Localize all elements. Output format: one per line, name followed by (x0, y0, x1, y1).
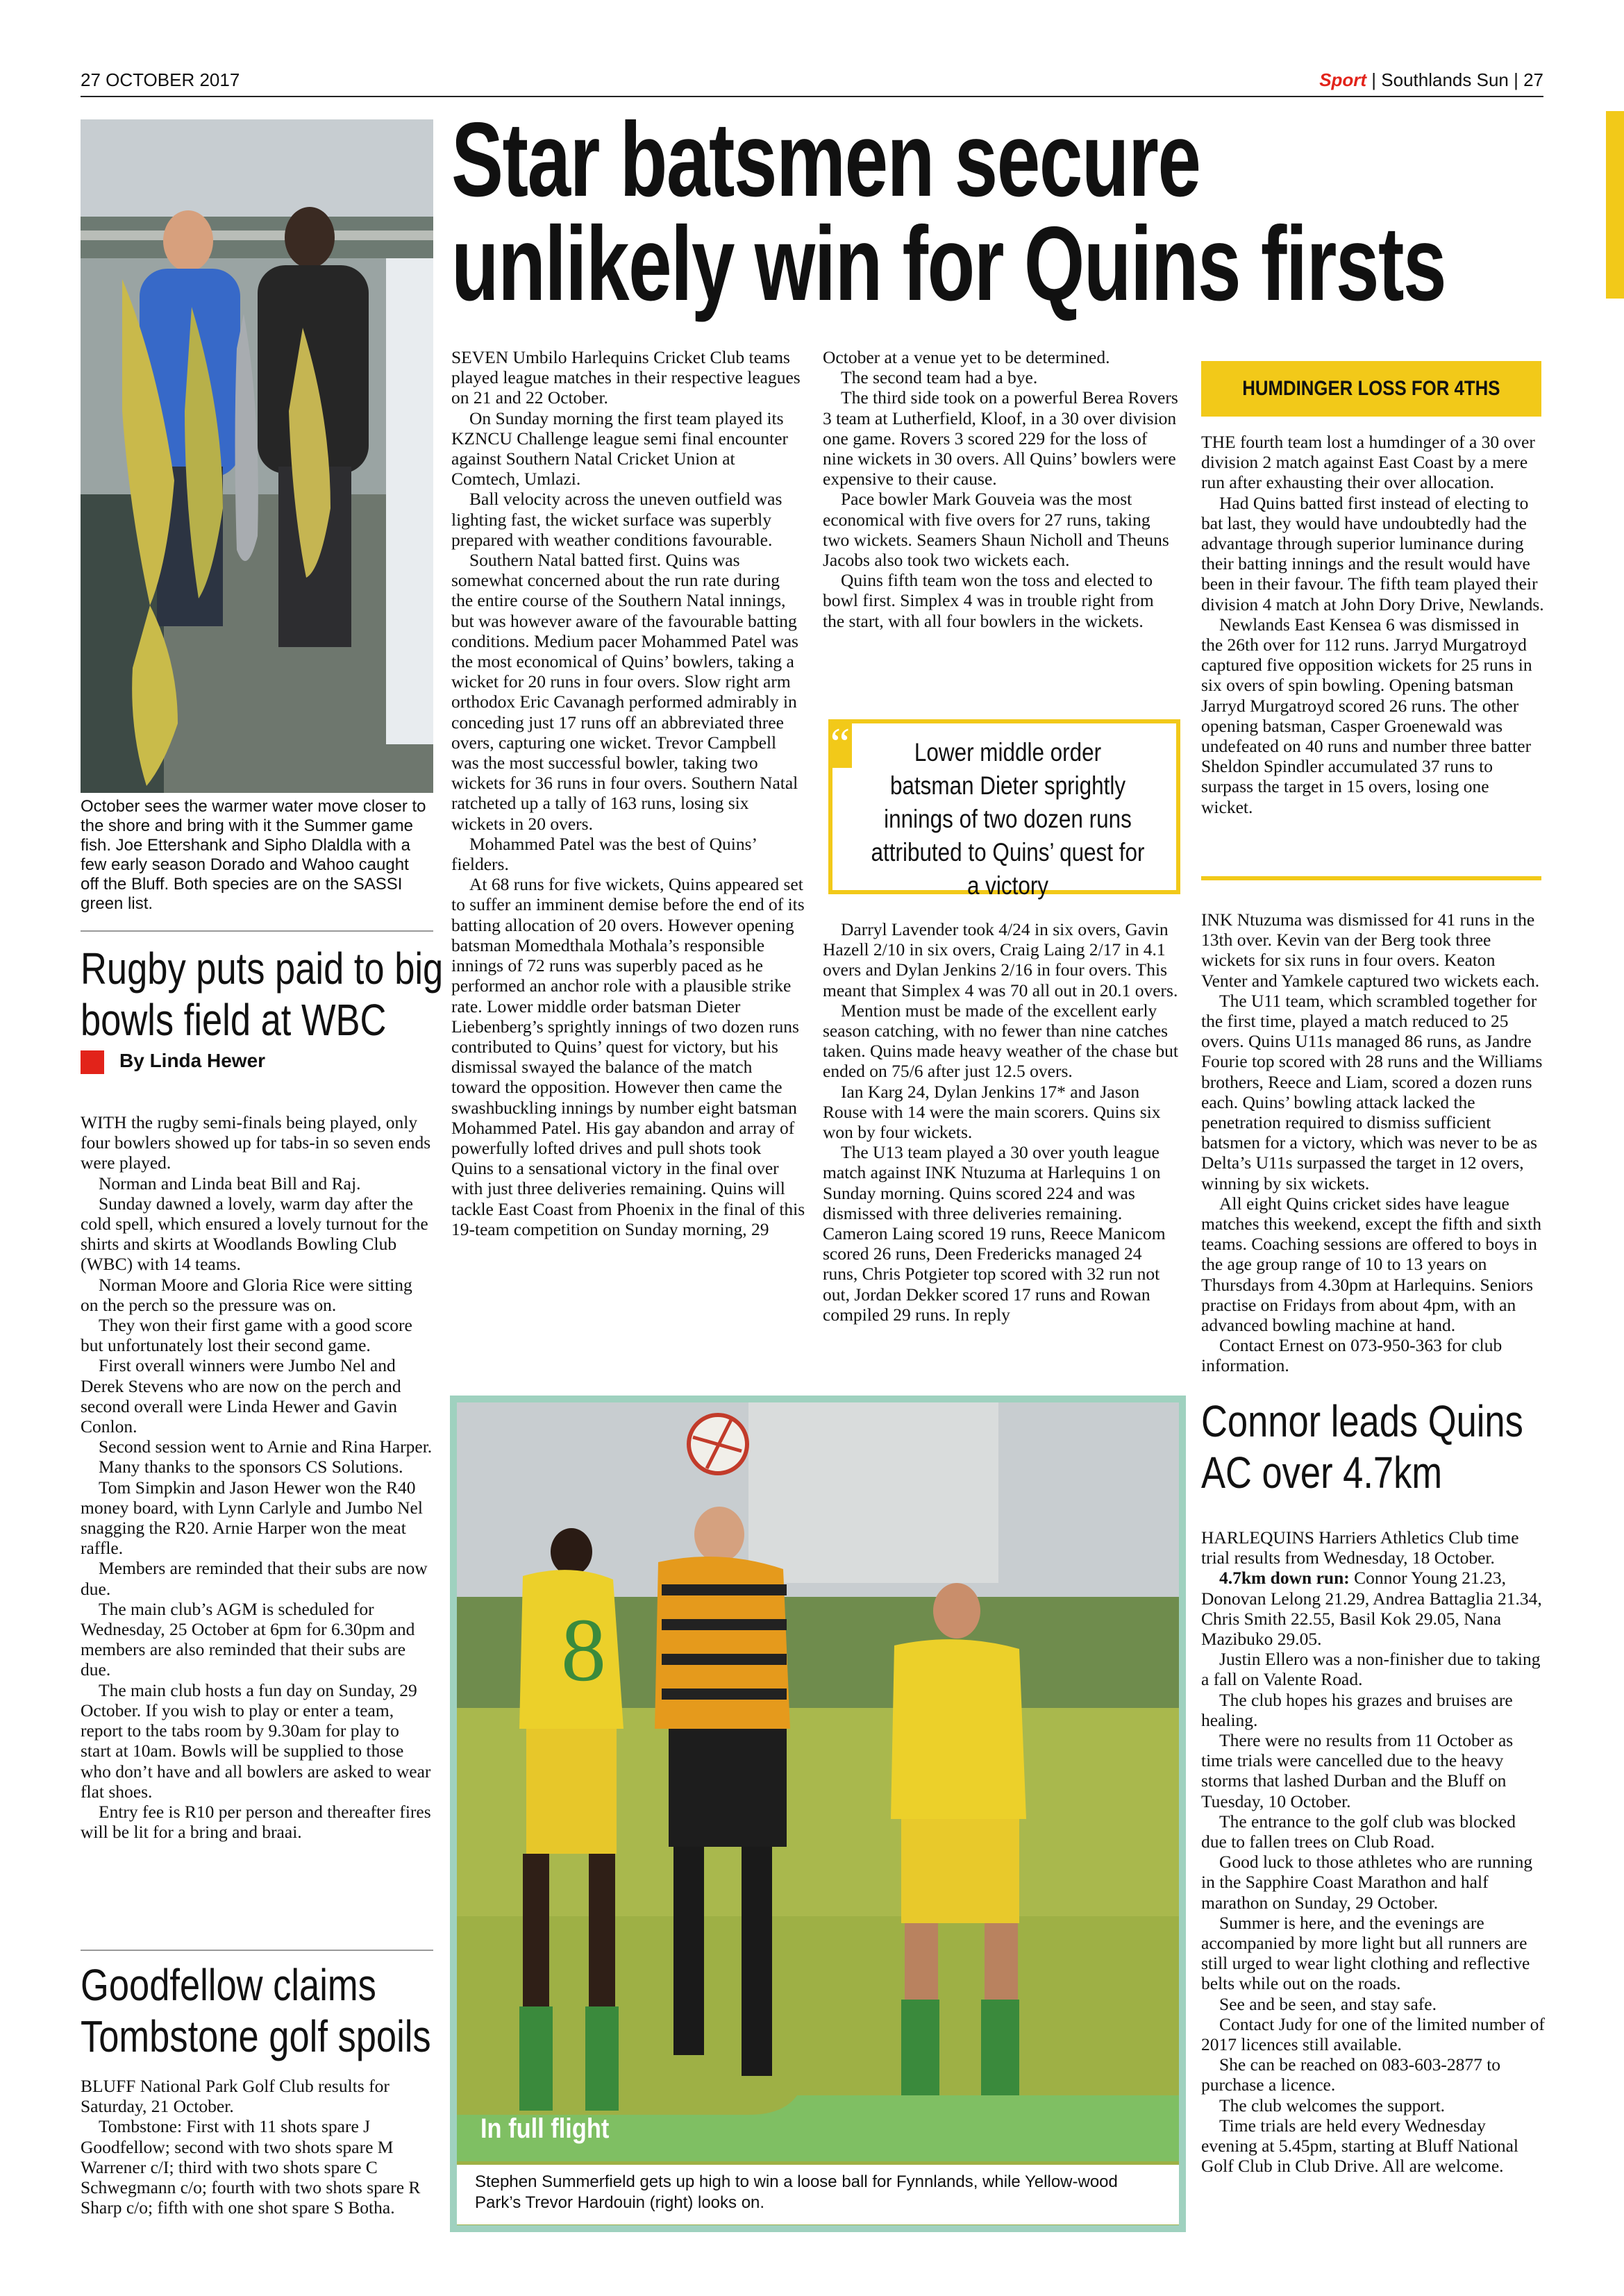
soccer-photo-caption-box (457, 2165, 1179, 2224)
golf-body (81, 2076, 433, 2218)
section-name: Sport (1319, 69, 1367, 90)
main-paragraph: The third side took on a powerful Berea Rovers 3 team at Lutherfield, Kloof, in a 30 over division one game. Rovers 3 scored 229 for the loss of nine wickets in 30 overs. All Quins’ bowlers were expensive to their cause. (823, 387, 1178, 489)
golf-paragraph: BLUFF National Park Golf Club results for Saturday, 21 October. (81, 2076, 390, 2117)
main-paragraph: The U11 team, which scrambled together for the first time, played a match reduced to 25 overs. Quins U11s managed 86 runs, as Jandre Fourie top scored with 28 runs and the Williams brothers, Reece and Liam, scored a dozen runs each. Quins’ bowling attack lacked the penetration required to dismiss sufficient batsmen for a victory, which was never to be as Delta’s U11s surpassed the target in 12 overs, winning by six wickets. (1201, 990, 1543, 1193)
athletics-paragraph: The entrance to the golf club was blocked due to fallen trees on Club Road. (1201, 1811, 1516, 1852)
main-paragraph: Ball velocity across the uneven outfield was lighting fast, the wicket surface was superbly prepared with weather conditions favourable. (451, 489, 782, 550)
bowls-paragraph: Members are reminded that their subs are now due. (81, 1558, 428, 1599)
athletics-results (1201, 1568, 1545, 1649)
photo-label: In full flight (480, 2113, 610, 2144)
main-story-col3-bottom (1201, 910, 1545, 1376)
main-story-col2-bottom (823, 919, 1178, 1325)
athletics-paragraph: Summer is here, and the evenings are accompanied by more light but all runners are still urged to wear light clothing and reflective belts while out on the roads. (1201, 1912, 1530, 1994)
bowls-byline (81, 1050, 265, 1074)
byline-text: By Linda Hewer (119, 1050, 266, 1071)
athletics-paragraph: There were no results from 11 October as time trials were cancelled due to the heavy storms that lashed Durban and the Bluff on Tuesday, 10 October. (1201, 1730, 1514, 1811)
bowls-paragraph: The main club hosts a fun day on Sunday, 29 October. If you wish to play or enter a team, report to the tabs room by 9.30am for play to start at 10am. Bowls will be supplied to those who don’t have and all bowlers are asked to wear flat shoes. (81, 1679, 431, 1802)
fishing-photo (81, 119, 433, 793)
bowls-paragraph: Norman Moore and Gloria Rice were sitting on the perch so the pressure was on. (81, 1274, 412, 1315)
athletics-headline-line2: AC over 4.7km (1201, 1448, 1443, 1498)
bowls-paragraph: The main club’s AGM is scheduled for Wednesday, 25 October at 6pm for 6.30pm and members are also reminded that their subs are due. (81, 1598, 415, 1680)
fishing-photo-image (81, 119, 433, 793)
bowls-paragraph: Tom Simpkin and Jason Hewer won the R40 money board, with Lynn Carlyle and Jumbo Nel snagging the R20. Arnie Harper won the meat raffle. (81, 1477, 423, 1559)
soccer-photo-caption: Stephen Summerfield gets up high to win a loose ball for Fynnlands, while Yellow-wood Park’s Trevor Hardouin (right) looks on. (475, 2172, 1118, 2212)
main-headline-line2: unlikely win for Quins firsts (451, 205, 1446, 323)
bowls-headline (81, 943, 443, 1046)
main-paragraph: Darryl Lavender took 4/24 in six overs, Gavin Hazell 2/10 in six overs, Craig Laing 2/17 in 4.1 overs and Dylan Jenkins 2/16 in four overs. This meant that Simplex 4 was 70 all out in 20.1 overs. (823, 919, 1178, 1000)
main-paragraph: Mohammed Patel was the best of Quins’ fielders. (451, 833, 757, 875)
photo-label-band (457, 2095, 1179, 2161)
humdinger-subhead (1201, 361, 1541, 417)
main-paragraph: Newlands East Kensea 6 was dismissed in the 26th over for 112 runs. Jarryd Murgatroyd captured five opposition wickets for 25 runs in six overs of spin bowling. Opening batsman Jarryd Murgatroyd scored 26 runs. The other opening batsman, Casper Groenewald was undefeated on 40 runs and number three batter Sheldon Spindler accumulated 37 runs to surpass the target in 15 overs, losing one wicket. (1201, 614, 1532, 817)
main-story-col3-top (1201, 432, 1545, 817)
divider (81, 1950, 433, 1951)
main-paragraph: Quins fifth team won the toss and elected to bowl first. Simplex 4 was in trouble right from the start, with all four bowlers in the wickets. (823, 570, 1154, 631)
athletics-paragraph: Time trials are held every Wednesday evening at 5.45pm, starting at Bluff National Golf Club in Club Drive. All are welcome. (1201, 2115, 1519, 2177)
paper-name: | Southlands Sun | 27 (1366, 69, 1543, 90)
athletics-headline (1201, 1396, 1523, 1498)
issue-date: 27 OCTOBER 2017 (81, 69, 240, 90)
main-paragraph: Mention must be made of the excellent early season catching, with no fewer than nine catches taken. Quins made heavy weather of the chase but ended on 75/6 after just 12.5 overs. (823, 1000, 1178, 1082)
header-rule (81, 96, 1543, 97)
pull-quote-text: Lower middle order batsman Dieter sprightly innings of two dozen runs attributed to Quins’ quest for a victory (871, 738, 1145, 900)
divider (81, 930, 433, 932)
athletics-paragraph: The club welcomes the support. (1219, 2095, 1446, 2115)
athletics-body (1201, 1527, 1545, 2177)
athletics-headline-line1: Connor leads Quins (1201, 1396, 1523, 1446)
golf-headline-line2: Tombstone golf spoils (81, 2011, 431, 2061)
main-story-col1 (451, 347, 805, 1239)
humdinger-subhead-text: HUMDINGER LOSS FOR 4THS (1242, 377, 1500, 400)
main-headline (451, 101, 1446, 323)
section-rule (1201, 876, 1541, 880)
main-paragraph: Ian Karg 24, Dylan Jenkins 17* and Jason Rouse with 14 were the main scorers. Quins six won by four wickets. (823, 1081, 1161, 1143)
byline-marker (81, 1050, 104, 1074)
main-paragraph: Pace bowler Mark Gouveia was the most economical with five overs for 27 runs, taking two wickets. Seamers Shaun Nicholl and Theuns Jacobs also took two wickets each. (823, 489, 1169, 571)
bowls-paragraph: Norman and Linda beat Bill and Raj. (99, 1173, 361, 1193)
athletics-paragraph: Contact Judy for one of the limited number of 2017 licences still available. (1201, 2013, 1545, 2055)
bowls-headline-line2: bowls field at WBC (81, 995, 387, 1045)
main-story-col2-top (823, 347, 1178, 631)
fishing-photo-caption: October sees the warmer water move closer to the shore and bring with it the Summer game fish. Joe Ettershank and Sipho Dlaldla with a few early season Dorado and Wahoo caught off the Bluff. Both species are on the SASSI green list. (81, 797, 426, 913)
athletics-intro: HARLEQUINS Harriers Athletics Club time trial results from Wednesday, 18 October. (1201, 1527, 1519, 1568)
main-paragraph: THE fourth team lost a humdinger of a 30 over division 2 match against East Coast by a mere run after exhausting their over allocation. (1201, 432, 1535, 493)
bowls-paragraph: Second session went to Arnie and Rina Harper. (99, 1436, 433, 1457)
bowls-paragraph: They won their first game with a good score but unfortunately lost their second game. (81, 1315, 412, 1356)
main-paragraph: SEVEN Umbilo Harlequins Cricket Club teams played league matches in their respective leagues on 21 and 22 October. (451, 347, 801, 408)
bowls-paragraph: First overall winners were Jumbo Nel and Derek Stevens who are now on the perch and second overall were Linda Hewer and Gavin Conlon. (81, 1355, 401, 1437)
main-paragraph: The U13 team played a 30 over youth league match against INK Ntuzuma at Harlequins 1 on Sunday morning. Quins scored 224 and was dismissed with three deliveries remaining. Cameron Laing scored 19 runs, Reece Manicom scored 26 runs, Deen Fredericks managed 24 runs, Chris Potgieter top scored with 32 run not out, Jordan Dekker scored 17 runs and Rowan compiled 29 runs. In reply (823, 1142, 1166, 1325)
bowls-paragraph: WITH the rugby semi-finals being played, only four bowlers showed up for tabs-in so seven ends were played. (81, 1112, 431, 1173)
bowls-headline-line1: Rugby puts paid to big (81, 944, 444, 994)
main-paragraph: Contact Ernest on 073-950-363 for club information. (1201, 1335, 1502, 1376)
shirt-number: 8 (561, 1600, 606, 1700)
golf-headline (81, 1959, 431, 2062)
athletics-results-label: 4.7km down run: (1219, 1568, 1350, 1589)
main-paragraph: Southern Natal batted first. Quins was somewhat concerned about the run rate during the entire course of the Southern Natal innings, but was however aware of the favourable batting conditions. Medium pacer Mohammed Patel was the most economical of Quins’ bowlers, taking a wicket for 20 runs in four overs. Slow right arm orthodox Eric Cavanagh performed admirably in conceding just 17 runs off an abbreviated three overs, capturing one wicket. Trevor Campbell was the most successful bowler, taking two wickets for 36 runs in four overs. Southern Natal ratcheted up a tally of 163 runs, losing six wickets in 20 overs. (451, 550, 798, 834)
bowls-paragraph: Entry fee is R10 per person and thereafter fires will be lit for a bring and braai. (81, 1801, 431, 1843)
athletics-paragraph: See and be seen, and stay safe. (1219, 1993, 1437, 2014)
bowls-body (81, 1112, 433, 1842)
athletics-paragraph: She can be reached on 083-603-2877 to purchase a licence. (1201, 2054, 1501, 2095)
athletics-paragraph: Good luck to those athletes who are running in the Sapphire Coast Marathon and half marathon on Sunday, 29 October. (1201, 1852, 1533, 1913)
athletics-paragraph: Justin Ellero was a non-finisher due to taking a fall on Valente Road. (1201, 1649, 1541, 1690)
main-paragraph: Had Quins batted first instead of electing to bat last, they would have undoubtedly had the advantage through superior luminance during their batting innings and the result would have been in their favour. The fifth team played their division 4 match at John Dory Drive, Newlands. (1201, 492, 1544, 614)
section-tab (1606, 111, 1624, 299)
main-paragraph: At 68 runs for five wickets, Quins appeared set to suffer an imminent demise before the end of its batting allocation of 20 overs. However opening batsman Momedthala Mothala’s responsible innings of 72 runs was superbly paced as he performed an anchor role with a plausible strike rate. Lower middle order batsman Dieter Liebenberg’s sprightly innings of two dozen runs contributed to Quins’ quest for victory, but his dismissal swayed the balance of the match toward the opposition. However then came the swashbuckling innings by number eight batsman Mohammed Patel. His gay abandon and array of powerfully lofted drives and pull shots took Quins to a sensational victory in the final over with just three deliveries remaining. Quins will tackle East Coast from Phoenix in the final of this 19-team competition on Sunday morning, 29 (451, 874, 805, 1239)
main-paragraph: October at a venue yet to be determined. (823, 347, 1110, 367)
main-paragraph: On Sunday morning the first team played its KZNCU Challenge league semi final encounter against Southern Natal Cricket Union at Comtech, Umlazi. (451, 408, 789, 489)
athletics-paragraph: The club hopes his grazes and bruises are healing. (1201, 1689, 1513, 1730)
main-headline-line1: Star batsmen secure (451, 101, 1200, 219)
main-paragraph: The second team had a bye. (841, 367, 1038, 388)
page-folio (1319, 69, 1543, 91)
main-paragraph: All eight Quins cricket sides have league matches this weekend, except the fifth and sixth teams. Coaching sessions are offered to boys in the age group range of 10 to 13 years on Thursdays from 4.30pm at Harlequins. Seniors practise on Fridays from about 4pm, with an advanced bowling machine at hand. (1201, 1193, 1542, 1336)
pull-quote (828, 719, 1180, 900)
bowls-paragraph: Many thanks to the sponsors CS Solutions. (99, 1457, 403, 1477)
golf-headline-line1: Goodfellow claims (81, 1960, 376, 2010)
quote-mark-icon: “ (828, 719, 852, 768)
golf-paragraph: Tombstone: First with 11 shots spare J Goodfellow; second with two shots spare M Warrener c/I; third with two shots spare C Schwegmann c/o; fourth with two shots spare R Sharp c/o; fifth with one shot spare S Botha. (81, 2116, 421, 2218)
bowls-paragraph: Sunday dawned a lovely, warm day after the cold spell, which ensured a lovely turnout for the shirts and skirts at Woodlands Bowling Club (WBC) with 14 teams. (81, 1193, 428, 1275)
athletics-results-text: Connor Young 21.23, Donovan Lelong 21.29, Andrea Battaglia 21.34, Chris Smith 22.55, Basil Kok 29.05, Nana Mazibuko 29.05. (1201, 1568, 1542, 1650)
main-paragraph: INK Ntuzuma was dismissed for 41 runs in the 13th over. Kevin van der Berg took three wickets for six runs in four overs. Keaton Venter and Yamkele captured two wickets each. (1201, 910, 1540, 991)
